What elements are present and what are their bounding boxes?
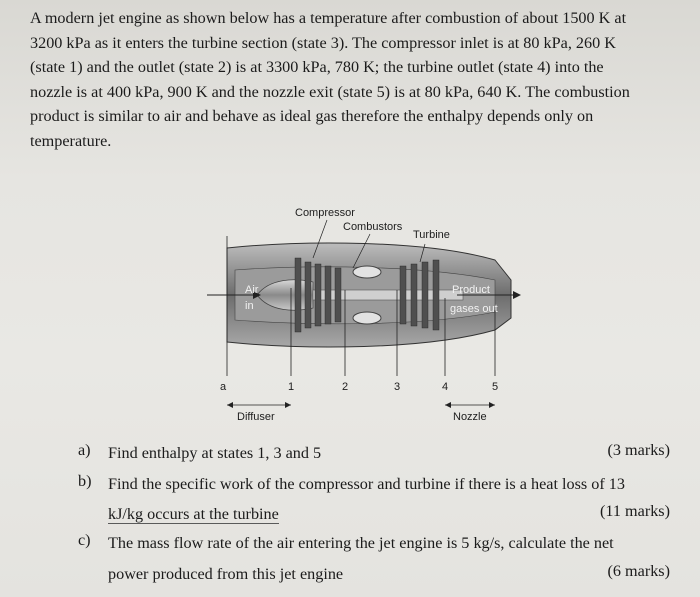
- question-c-text-1: The mass flow rate of the air entering the jet engine is 5 kg/s, calculate the net: [108, 534, 614, 552]
- state-a-label: a: [220, 381, 227, 393]
- product-gases-label-1: Product: [452, 284, 490, 296]
- state-1-label: 1: [288, 381, 295, 393]
- question-a-text: Find enthalpy at states 1, 3 and 5: [108, 444, 322, 462]
- diffuser-label: Diffuser: [237, 411, 275, 423]
- product-gases-label-2: gases out: [450, 303, 498, 315]
- question-c-text-2: power produced from this jet engine: [108, 565, 344, 583]
- question-b-marks: (11 marks): [600, 502, 670, 520]
- combustors-label: Combustors: [343, 221, 403, 233]
- question-b-text-2: [108, 502, 668, 526]
- problem-line-2: 3200 kPa as it enters the turbine section (state 3). The compressor inlet is at 80 kPa, 260 K: [30, 33, 616, 52]
- nozzle-label: Nozzle: [453, 411, 487, 423]
- question-c-marks: (6 marks): [607, 562, 670, 580]
- question-b-letter: b): [78, 472, 92, 490]
- problem-line-3: (state 1) and the outlet (state 2) is at 3300 kPa, 780 K; the turbine outlet (state 4) into the: [30, 58, 604, 77]
- jet-engine-diagram: [195, 200, 525, 440]
- question-c-letter: c): [78, 531, 91, 549]
- air-in-label-2: in: [245, 300, 254, 312]
- turbine-label: Turbine: [413, 229, 450, 241]
- problem-statement: [30, 6, 670, 154]
- question-b-text-2-span: kJ/kg occurs at the turbine: [108, 505, 279, 523]
- problem-line-5: product is similar to air and behave as ideal gas therefore the enthalpy depends only on: [30, 107, 594, 126]
- problem-line-1: A modern jet engine as shown below has a temperature after combustion of about 1500 K at: [30, 9, 627, 27]
- state-4-label: 4: [442, 381, 449, 393]
- problem-line-4: nozzle is at 400 kPa, 900 K and the nozzle exit (state 5) is at 80 kPa, 640 K. The combustion: [30, 82, 630, 101]
- air-in-label-1: Air: [245, 284, 259, 296]
- question-a-marks: (3 marks): [607, 441, 670, 459]
- problem-line-6: temperature.: [30, 131, 112, 150]
- state-3-label: 3: [394, 381, 401, 393]
- jet-engine-illustration: [195, 200, 525, 440]
- compressor-label: Compressor: [295, 207, 355, 219]
- question-a-letter: a): [78, 441, 91, 459]
- question-b-text-1: Find the specific work of the compressor and turbine if there is a heat loss of 13: [108, 475, 625, 493]
- state-5-label: 5: [492, 381, 499, 393]
- state-2-label: 2: [342, 381, 349, 393]
